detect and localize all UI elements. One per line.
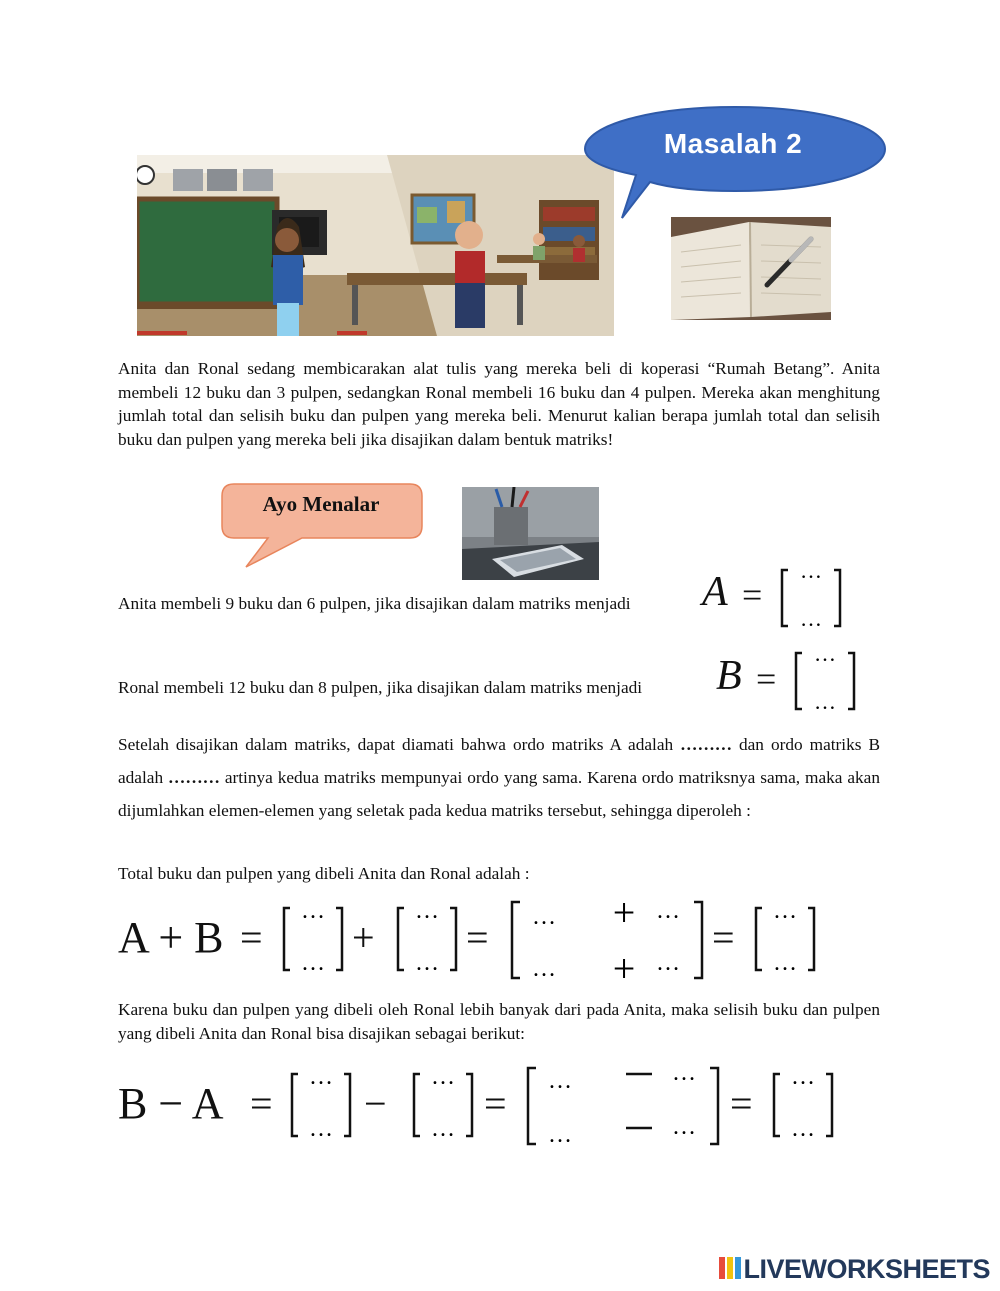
pencil-cup-image [462, 487, 599, 580]
svg-text:…: … [814, 689, 836, 714]
svg-text:…: … [415, 902, 439, 924]
matrix-a-name: A [702, 569, 728, 615]
svg-text:…: … [791, 1068, 815, 1090]
ordo-b-blank[interactable]: ……… [168, 768, 220, 787]
ayo-menalar-label: Ayo Menalar [262, 492, 380, 516]
bubble-title: Masalah 2 [663, 128, 803, 159]
minus-sign: − [364, 1081, 387, 1126]
ordo-a-blank[interactable]: ……… [680, 735, 732, 754]
diff-lhs: B − A [118, 1079, 224, 1128]
matrix-b-input[interactable] [792, 647, 858, 715]
equals-sign: = [756, 659, 777, 699]
svg-text:…: … [301, 902, 325, 924]
classroom-scene-image [137, 155, 614, 336]
equals-sign: = [712, 915, 735, 960]
sum-lhs: A + B [118, 913, 224, 962]
svg-text:+: + [612, 896, 636, 935]
svg-text:…: … [415, 950, 439, 976]
total-sentence: Total buku dan pulpen yang dibeli Anita dan Ronal adalah : [118, 864, 530, 883]
svg-text:…: … [532, 956, 556, 982]
liveworksheets-logo: LIVEWORKSHEETS [719, 1254, 990, 1285]
svg-text:…: … [309, 1116, 333, 1142]
matrix-a-input[interactable] [778, 564, 844, 632]
svg-text:…: … [773, 902, 797, 924]
svg-text:…: … [656, 950, 680, 976]
svg-text:…: … [800, 564, 822, 583]
svg-text:…: … [773, 950, 797, 976]
diff-matrix-a-input[interactable] [410, 1068, 476, 1142]
svg-text:…: … [548, 1068, 572, 1094]
svg-text:…: … [800, 606, 822, 631]
svg-text:…: … [672, 1114, 696, 1140]
svg-text:…: … [672, 1062, 696, 1086]
problem-paragraph: Anita dan Ronal sedang membicarakan alat tulis yang mereka beli di koperasi “Rumah Betang”. Anita membeli 12 buku dan 3 pulpen, sedangkan Ronal membeli 16 buku dan 4 pulpen. Mereka akan menghitung jumlah total dan selisih buku dan pulpen yang mereka beli. Menurut kalian berapa jumlah total dan selisih buku dan pulpen yang mereka beli jika disajikan dalam bentuk matriks! [118, 359, 880, 449]
matrix-a-sentence: Anita membeli 9 buku dan 6 pulpen, jika disajikan dalam matriks menjadi [118, 594, 631, 613]
svg-text:…: … [814, 647, 836, 666]
plus-sign: + [352, 915, 375, 960]
diff-matrix-b-input[interactable] [288, 1068, 354, 1142]
svg-text:…: … [431, 1068, 455, 1090]
ordo-paragraph: Setelah disajikan dalam matriks, dapat diamati bahwa ordo matriks A adalah ……… dan ordo matriks B adalah ……… artinya kedua matriks mempunyai ordo yang sama. Karena ordo matriksnya sama, maka akan dijumlahkan elemen-elemen yang seletak pada kedua matriks tersebut, sehingga diperoleh : [118, 735, 880, 820]
svg-text:…: … [656, 898, 680, 924]
sum-result-matrix-input[interactable] [752, 902, 818, 976]
svg-text:…: … [532, 904, 556, 930]
matrix-b-sentence: Ronal membeli 12 buku dan 8 pulpen, jika disajikan dalam matriks menjadi [118, 678, 643, 697]
svg-text:…: … [431, 1116, 455, 1142]
equals-sign: = [742, 575, 763, 615]
difference-paragraph: Karena buku dan pulpen yang dibeli oleh Ronal lebih banyak dari pada Anita, maka selisih buku dan pulpen yang dibeli Anita dan Ronal bisa disajikan sebagai berikut: [118, 1000, 880, 1043]
svg-text:…: … [548, 1122, 572, 1148]
sum-expanded-matrix-input[interactable] [508, 896, 706, 984]
sum-matrix-a-input[interactable] [280, 902, 346, 976]
notebook-pen-image [671, 217, 831, 320]
diff-expanded-matrix-input[interactable] [524, 1062, 722, 1150]
logo-icon [719, 1255, 741, 1281]
diff-result-matrix-input[interactable] [770, 1068, 836, 1142]
equals-sign: = [484, 1081, 507, 1126]
equals-sign: = [466, 915, 489, 960]
sum-matrix-b-input[interactable] [394, 902, 460, 976]
svg-text:…: … [791, 1116, 815, 1142]
equals-sign: = [240, 915, 263, 960]
equals-sign: = [730, 1081, 753, 1126]
svg-text:…: … [301, 950, 325, 976]
equals-sign: = [250, 1081, 273, 1126]
svg-text:…: … [309, 1068, 333, 1090]
matrix-b-name: B [716, 653, 742, 699]
svg-text:+: + [612, 946, 636, 984]
speech-bubble-blue [580, 105, 890, 220]
